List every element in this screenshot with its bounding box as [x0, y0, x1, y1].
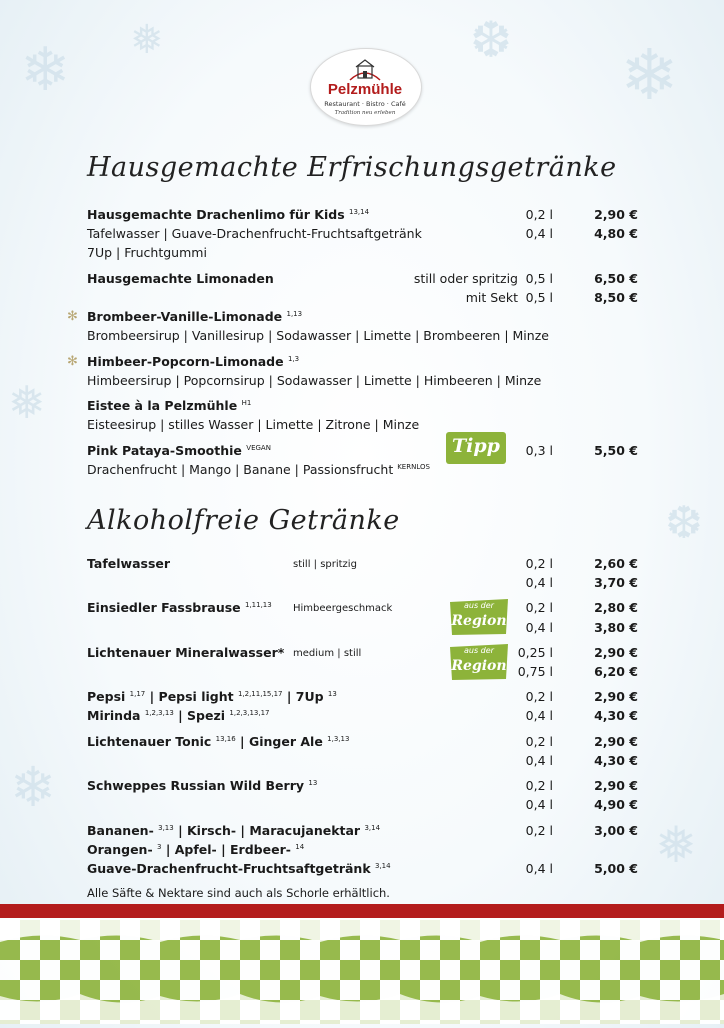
item-name: Tafelwasser — [87, 556, 171, 571]
logo-subtitle: Restaurant · Bistro · Café — [324, 100, 406, 108]
item-volume: 0,4 l — [525, 797, 553, 812]
item-name: Eistee à la Pelzmühle $^{H1}$ — [87, 398, 252, 413]
item-price: 5,50 € — [594, 443, 638, 458]
section-title-nonalcoholic: Alkoholfreie Getränke — [87, 505, 400, 536]
item-description: Tafelwasser | Guave-Drachenfrucht-Fruchtsaftgetränk — [87, 226, 422, 241]
item-price: 6,20 € — [594, 664, 638, 679]
region-badge: aus der Region — [448, 643, 510, 681]
snowflake-icon: ❅ — [130, 17, 164, 63]
logo-tagline: Tradition neu erleben — [334, 110, 396, 116]
item-volume: 0,2 l — [525, 556, 553, 571]
logo — [310, 48, 420, 124]
footnote: Alle Säfte & Nektare sind auch als Schorle erhältlich. — [87, 886, 390, 900]
item-volume: 0,2 l — [525, 823, 553, 838]
star-icon: ✻ — [67, 354, 78, 369]
item-price: 2,90 € — [594, 207, 638, 222]
item-volume: 0,2 l — [525, 207, 553, 222]
item-option: Himbeergeschmack — [293, 603, 393, 614]
item-name: Hausgemachte Limonaden — [87, 271, 274, 286]
item-name: Orangen- $^3$ | Apfel- | Erdbeer- $^{14}$ — [87, 842, 305, 857]
item-option: mit Sekt — [465, 290, 518, 305]
item-price: 4,30 € — [594, 708, 638, 723]
item-price: 4,30 € — [594, 753, 638, 768]
item-name: Lichtenauer Tonic $^{13,16}$ | Ginger Ale $^{1,3,13}$ — [87, 734, 350, 749]
item-description: 7Up | Fruchtgummi — [87, 245, 207, 260]
item-option: medium | still — [293, 648, 362, 659]
section-title-homemade: Hausgemachte Erfrischungsgetränke — [87, 152, 617, 183]
item-volume: 0,4 l — [525, 753, 553, 768]
item-price: 8,50 € — [594, 290, 638, 305]
item-name: Pink Pataya-Smoothie $^{VEGAN}$ — [87, 443, 271, 458]
item-price: 3,00 € — [594, 823, 638, 838]
snowflake-icon: ❆ — [665, 496, 703, 549]
item-price: 2,90 € — [594, 689, 638, 704]
item-price: 2,80 € — [594, 600, 638, 615]
item-price: 3,80 € — [594, 620, 638, 635]
item-volume: 0,2 l — [525, 778, 553, 793]
item-price: 4,90 € — [594, 797, 638, 812]
item-name: Bananen- $^{3,13}$ | Kirsch- | Maracujanektar $^{3,14}$ — [87, 823, 381, 838]
snowflake-icon: ❆ — [470, 11, 512, 69]
item-volume: 0,4 l — [525, 226, 553, 241]
item-name: Lichtenauer Mineralwasser* — [87, 645, 285, 660]
item-volume: 0,4 l — [525, 575, 553, 590]
item-price: 2,90 € — [594, 645, 638, 660]
item-price: 2,60 € — [594, 556, 638, 571]
region-badge: aus der Region — [448, 598, 510, 636]
item-name: Pepsi $^{1,17}$ | Pepsi light $^{1,2,11,15,17}$ | 7Up $^{13}$ — [87, 689, 337, 704]
snowflake-icon: ❄ — [20, 35, 71, 105]
item-price: 6,50 € — [594, 271, 638, 286]
item-volume: 0,5 l — [525, 271, 553, 286]
item-name: Hausgemachte Drachenlimo für Kids $^{13,14}$ — [87, 207, 370, 222]
item-name: Brombeer-Vanille-Limonade $^{1,13}$ — [87, 309, 303, 324]
logo-name: Pelzmühle — [327, 81, 403, 98]
item-volume: 0,5 l — [525, 290, 553, 305]
item-volume: 0,2 l — [525, 734, 553, 749]
snowflake-icon: ❄ — [620, 34, 679, 116]
item-name: Mirinda $^{1,2,3,13}$ | Spezi $^{1,2,3,13,17}$ — [87, 708, 270, 723]
snowflake-icon: ❅ — [8, 376, 46, 429]
item-price: 2,90 € — [594, 734, 638, 749]
item-option: still oder spritzig — [413, 271, 518, 286]
item-volume: 0,4 l — [525, 620, 553, 635]
item-volume: 0,2 l — [525, 689, 553, 704]
item-volume: 0,75 l — [517, 664, 553, 679]
item-name: Himbeer-Popcorn-Limonade $^{1,3}$ — [87, 354, 300, 369]
item-name: Einsiedler Fassbrause $^{1,11,13}$ — [87, 600, 272, 615]
item-price: 5,00 € — [594, 861, 638, 876]
snowflake-icon: ❄ — [10, 755, 57, 819]
item-name: Guave-Drachenfrucht-Fruchtsaftgetränk $^{3,14}$ — [87, 861, 391, 876]
item-price: 2,90 € — [594, 778, 638, 793]
item-price: 3,70 € — [594, 575, 638, 590]
tipp-badge: Tipp — [445, 431, 507, 465]
star-icon: ✻ — [67, 309, 78, 324]
item-description: Drachenfrucht | Mango | Banane | Passionsfrucht $^{KERNLOS}$ — [87, 462, 430, 477]
item-option: still | spritzig — [293, 559, 357, 570]
item-price: 4,80 € — [594, 226, 638, 241]
item-volume: 0,2 l — [525, 600, 553, 615]
item-volume: 0,25 l — [517, 645, 553, 660]
item-name: Schweppes Russian Wild Berry $^{13}$ — [87, 778, 318, 793]
item-volume: 0,4 l — [525, 861, 553, 876]
snowflake-icon: ❅ — [655, 816, 697, 874]
item-description: Eisteesirup | stilles Wasser | Limette | Zitrone | Minze — [87, 417, 420, 432]
item-description: Brombeersirup | Vanillesirup | Sodawasser | Limette | Brombeeren | Minze — [87, 328, 549, 343]
decorative-border — [0, 900, 724, 1024]
item-description: Himbeersirup | Popcornsirup | Sodawasser | Limette | Himbeeren | Minze — [87, 373, 542, 388]
item-volume: 0,4 l — [525, 708, 553, 723]
item-volume: 0,3 l — [525, 443, 553, 458]
